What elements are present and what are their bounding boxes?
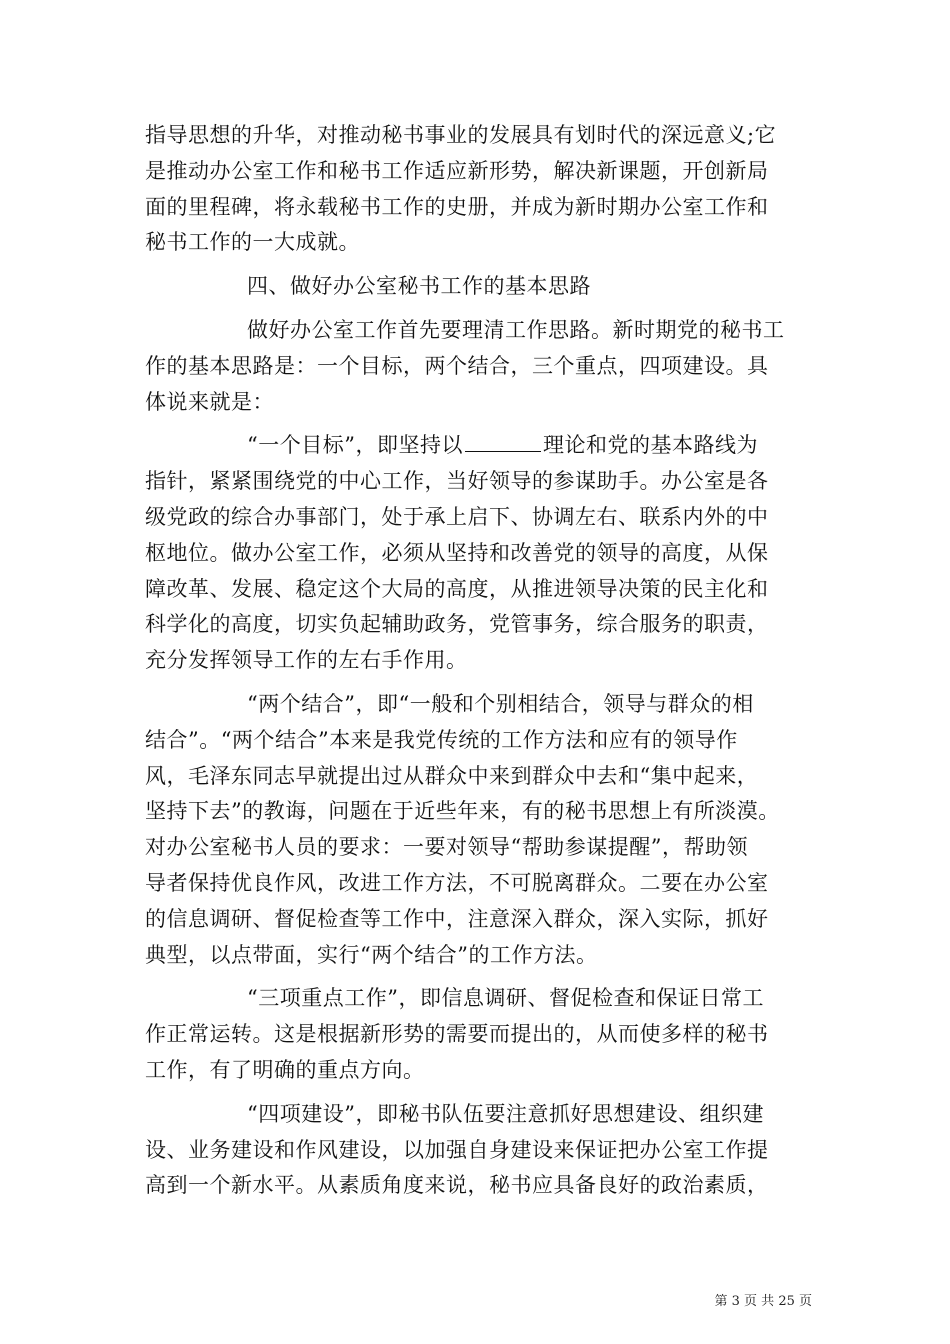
heading-line: 四、做好办公室秘书工作的基本思路: [247, 274, 591, 299]
text-line: 指导思想的升华，对推动秘书事业的发展具有划时代的深远意义;它: [145, 123, 777, 147]
text-line: 障改革、发展、稳定这个大局的高度，从推进领导决策的民主化和: [145, 576, 769, 601]
document-body: [145, 118, 815, 1212]
text-line: 体说来就是：: [145, 389, 274, 414]
fill-in-blank: [465, 429, 541, 452]
text-line: 的信息调研、督促检查等工作中，注意深入群众，深入实际，抓好: [145, 906, 769, 931]
text-line: [145, 428, 815, 464]
text-line: 作的基本思路是：一个目标，两个结合，三个重点，四项建设。具: [145, 353, 769, 378]
paragraph-three-key-tasks: [145, 981, 815, 1088]
text-line: 风，毛泽东同志早就提出过从群众中来到群众中去和“集中起来，: [145, 763, 759, 788]
text-line: 秘书工作的一大成就。: [145, 230, 360, 255]
text-line: 级党政的综合办事部门，处于承上启下、协调左右、联系内外的中: [145, 504, 769, 529]
text-line: 设、业务建设和作风建设，以加强自身建设来保证把办公室工作提: [145, 1137, 769, 1162]
text-line: “两个结合”，即“一般和个别相结合，领导与群众的相: [247, 691, 754, 716]
section-heading: [145, 269, 815, 305]
text-after-blank: 理论和党的基本路线为: [542, 433, 758, 458]
text-line: 指针，紧紧围绕党的中心工作，当好领导的参谋助手。办公室是各: [145, 469, 769, 494]
text-line: 面的里程碑，将永载秘书工作的史册，并成为新时期办公室工作和: [145, 194, 769, 219]
paragraph-two-combinations: [145, 687, 815, 973]
text-line: 科学化的高度，切实负起辅助政务，党管事务，综合服务的职责，: [145, 612, 769, 637]
text-line: 高到一个新水平。从素质角度来说，秘书应具备良好的政治素质，: [145, 1173, 769, 1198]
text-line: 导者保持优良作风，改进工作方法，不可脱离群众。二要在办公室: [145, 870, 769, 895]
text-line: 作正常运转。这是根据新形势的需要而提出的，从而使多样的秘书: [145, 1022, 769, 1047]
paragraph-four-constructions: [145, 1097, 815, 1204]
text-line: 坚持下去”的教诲，问题在于近些年来，有的秘书思想上有所淡漠。: [145, 799, 780, 824]
text-line: 典型，以点带面，实行“两个结合”的工作方法。: [145, 942, 598, 967]
text-line: “三项重点工作”，即信息调研、督促检查和保证日常工: [247, 986, 764, 1011]
text-line: 是推动办公室工作和秘书工作适应新形势，解决新课题，开创新局: [145, 158, 769, 183]
page-number-footer: 第 3 页 共 25 页: [714, 1294, 812, 1309]
text-line: 枢地位。做办公室工作，必须从坚持和改善党的领导的高度，从保: [145, 540, 769, 565]
text-line: 做好办公室工作首先要理清工作思路。新时期党的秘书工: [247, 317, 785, 342]
text-line: 工作，有了明确的重点方向。: [145, 1057, 425, 1082]
text-line: 充分发挥领导工作的左右手作用。: [145, 648, 468, 673]
paragraph-intro: [145, 313, 815, 420]
text-before-blank: “一个目标”，即坚持以: [247, 433, 463, 458]
paragraph-continuation: [145, 118, 815, 261]
text-line: 对办公室秘书人员的要求：一要对领导“帮助参谋提醒”，帮助领: [145, 835, 748, 860]
text-line: “四项建设”，即秘书队伍要注意抓好思想建设、组织建: [247, 1101, 764, 1126]
paragraph-one-goal: [145, 428, 815, 679]
text-line: 结合”。“两个结合”本来是我党传统的工作方法和应有的领导作: [145, 727, 738, 752]
